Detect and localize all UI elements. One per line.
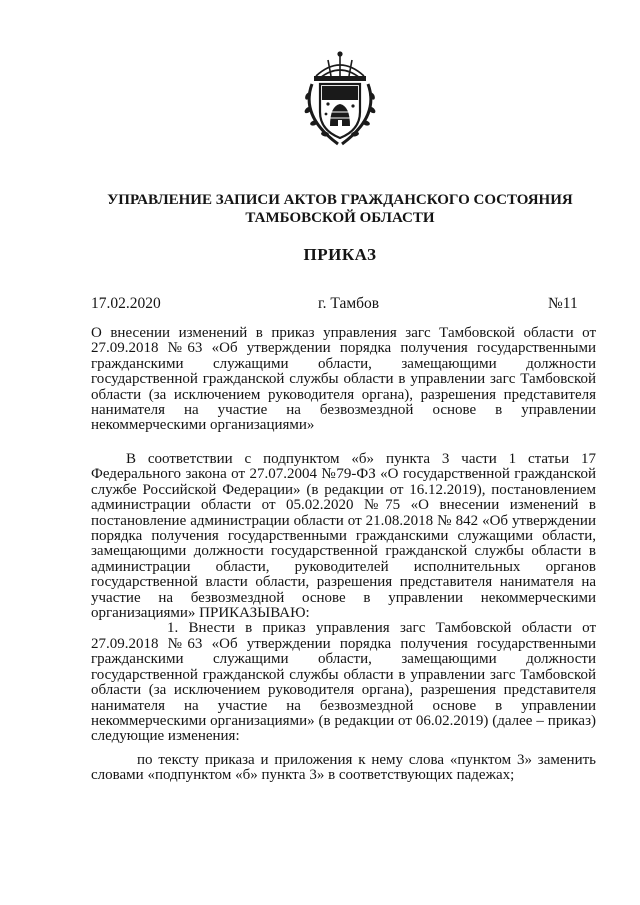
- organization-name: [100, 191, 580, 227]
- organization-name-line2: ТАМБОВСКОЙ ОБЛАСТИ: [245, 210, 435, 226]
- order-body: [91, 452, 596, 784]
- organization-name-line1: УПРАВЛЕНИЕ ЗАПИСИ АКТОВ ГРАЖДАНСКОГО СОСТОЯНИЯ: [107, 192, 573, 208]
- order-subject-text: О внесении изменений в приказ управления загс Тамбовской области от 27.09.2018 №63 «Об утверждении порядка получения государственными гражданскими служащими области, замещающими должности государственной гражданской службы области в управлении загс Тамбовской области (за исключением руководителя органа), разрешения представителя нанимателя на участие на безвозмездной основе в управлении некоммерческими организациями»: [91, 325, 596, 434]
- body-paragraph-item-1: 1. Внести в приказ управления загс Тамбовской области от 27.09.2018 №63 «Об утверждении порядка получения государственными гражданскими служащими области, замещающими должности государственной гражданской службы области в управлении загс Тамбовской области (за исключением руководителя органа), разрешения представителя нанимателя на участие на безвозмездной основе в управлении некоммерческими организациями» (в редакции от 06.02.2019) (далее – приказ) следующие изменения:: [91, 620, 596, 745]
- order-number: №11: [548, 295, 578, 312]
- order-subject: [91, 326, 596, 434]
- order-date: 17.02.2020: [91, 295, 161, 312]
- body-paragraph-preamble: В соответствии с подпунктом «б» пункта 3 части 1 статьи 17 Федерального закона от 27.07.2004 №79-ФЗ «О государственной гражданской службе Российской Федерации» (в редакции от 16.12.2019), постановлением администрации области от 05.02.2020 №75 «О внесении изменений в постановление администрации области от 21.08.2018 № 842 «Об утверждении порядка получения государственными гражданскими служащими области, замещающими должности государственной гражданской службы области в администрации области, руководителей исполнительных органов государственной власти области, разрешения представителя нанимателя на участие на безвозмездной основе в управлении некоммерческими организациями» ПРИКАЗЫВАЮ:: [91, 451, 596, 622]
- order-city: г. Тамбов: [318, 295, 380, 312]
- coat-of-arms-emblem: [298, 50, 382, 148]
- body-paragraph-change-1: по тексту приказа и приложения к нему слова «пунктом 3» заменить словами «подпунктом «б» пункта 3» в соответствующих падежах;: [91, 751, 596, 784]
- document-type-title: ПРИКАЗ: [303, 245, 377, 264]
